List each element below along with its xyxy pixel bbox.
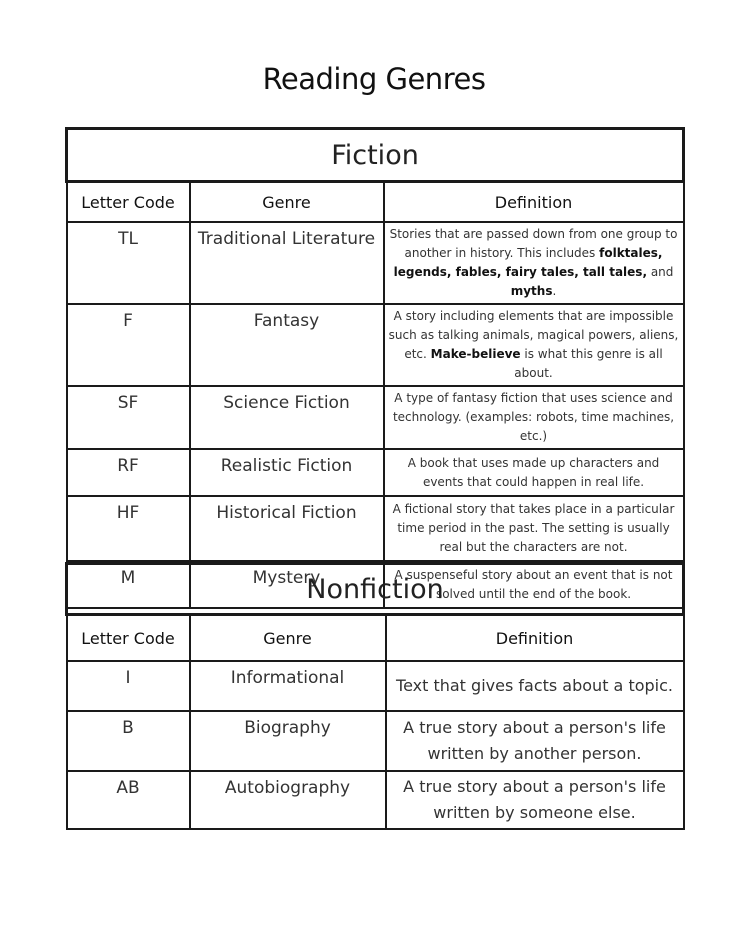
table-row xyxy=(67,661,684,711)
letter-code-cell: HF xyxy=(67,496,190,561)
definition-text: A true story about a person's life written by someone else. xyxy=(403,777,666,822)
definition-text: A story including elements that are impossible such as talking animals, magical powers, aliens, etc. xyxy=(388,309,679,361)
letter-code-cell: I xyxy=(67,661,190,711)
definition-text: . xyxy=(552,284,557,298)
definition-text: A type of fantasy fiction that uses science and technology. (examples: robots, time machines, etc.) xyxy=(392,391,675,443)
table-row xyxy=(67,222,684,304)
definition-cell xyxy=(386,661,684,711)
table-row xyxy=(67,496,684,561)
genre-cell: Traditional Literature xyxy=(190,222,384,304)
definition-header: Definition xyxy=(384,182,684,223)
genre-cell: Informational xyxy=(190,661,386,711)
definition-cell xyxy=(386,771,684,829)
definition-keyword: Make-believe xyxy=(430,347,521,361)
letter-code-cell: F xyxy=(67,304,190,386)
letter-code-header: Letter Code xyxy=(67,182,190,223)
genre-cell: Realistic Fiction xyxy=(190,449,384,496)
letter-code-cell: RF xyxy=(67,449,190,496)
nonfiction-heading: Nonfiction xyxy=(67,564,684,615)
definition-text: A book that uses made up characters and events that could happen in real life. xyxy=(407,455,660,489)
definition-cell xyxy=(384,449,684,496)
genre-header: Genre xyxy=(190,615,386,662)
letter-code-cell: TL xyxy=(67,222,190,304)
genre-cell: Historical Fiction xyxy=(190,496,384,561)
definition-cell xyxy=(384,386,684,449)
genre-cell: Fantasy xyxy=(190,304,384,386)
letter-code-cell: M xyxy=(67,561,190,608)
fiction-table xyxy=(65,127,685,609)
letter-code-header: Letter Code xyxy=(67,615,190,662)
genre-cell: Biography xyxy=(190,711,386,771)
definition-cell xyxy=(384,496,684,561)
table-row xyxy=(67,449,684,496)
definition-text: is what this genre is all about. xyxy=(514,347,663,380)
definition-keyword: myths xyxy=(510,284,553,298)
definition-text: A suspenseful story about an event that is not solved until the end of the book. xyxy=(394,567,673,601)
genre-cell: Mystery xyxy=(190,561,384,608)
table-row xyxy=(67,304,684,386)
table-row xyxy=(67,711,684,771)
page-title: Reading Genres xyxy=(262,62,486,96)
definition-text: A true story about a person's life written by another person. xyxy=(403,718,666,763)
definition-text: and xyxy=(647,265,674,279)
letter-code-cell: B xyxy=(67,711,190,771)
definition-cell xyxy=(384,304,684,386)
definition-keyword: folktales, legends, fables, fairy tales, tall tales, xyxy=(393,246,663,279)
genre-cell: Science Fiction xyxy=(190,386,384,449)
fiction-heading: Fiction xyxy=(67,129,684,182)
genre-header: Genre xyxy=(190,182,384,223)
definition-cell xyxy=(384,222,684,304)
nonfiction-table xyxy=(65,562,685,830)
genre-cell: Autobiography xyxy=(190,771,386,829)
definition-text: Stories that are passed down from one group to another in history. This includes xyxy=(389,227,678,260)
definition-text: Text that gives facts about a topic. xyxy=(396,676,673,695)
definition-header: Definition xyxy=(386,615,684,662)
table-row xyxy=(67,771,684,829)
letter-code-cell: AB xyxy=(67,771,190,829)
definition-text: A fictional story that takes place in a particular time period in the past. The setting is usually real but the characters are not. xyxy=(392,502,675,554)
letter-code-cell: SF xyxy=(67,386,190,449)
definition-cell xyxy=(386,711,684,771)
table-row xyxy=(67,386,684,449)
